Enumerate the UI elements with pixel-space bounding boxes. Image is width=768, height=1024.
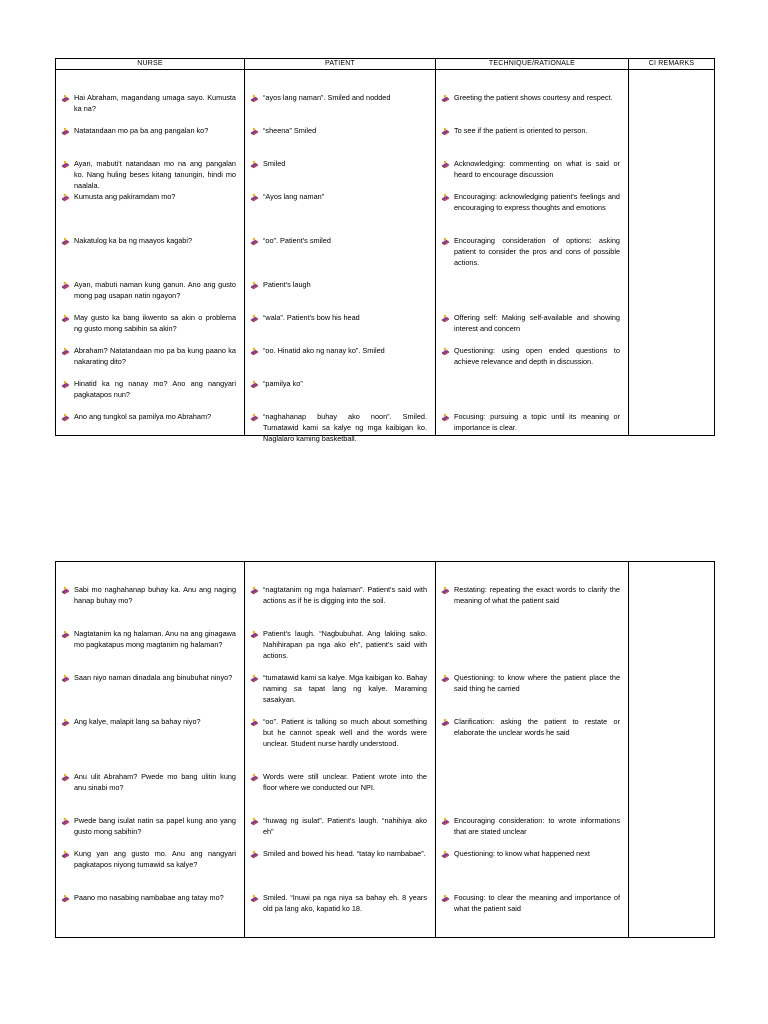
patient-entry: “wala”. Patient's bow his head	[263, 313, 427, 324]
book-bullet-icon	[250, 237, 259, 246]
book-bullet-icon	[61, 850, 70, 859]
book-bullet-icon	[250, 718, 259, 727]
book-bullet-icon	[441, 160, 450, 169]
technique-header: TECHNIQUE/RATIONALE	[436, 59, 629, 70]
book-bullet-icon	[250, 94, 259, 103]
nurse-entry: Ano ang tungkol sa pamilya mo Abraham?	[74, 412, 236, 423]
remarks-header: CI REMARKS	[629, 59, 715, 70]
remarks-column	[629, 70, 715, 436]
patient-entry: Words were still unclear. Patient wrote into the floor where we conducted our NPI.	[263, 772, 427, 794]
book-bullet-icon	[61, 413, 70, 422]
technique-entry: Questioning: to know what happened next	[454, 849, 620, 860]
book-bullet-icon	[61, 160, 70, 169]
nurse-entry: Nakatulog ka ba ng maayos kagabi?	[74, 236, 236, 247]
nurse-entry: Sabi mo naghahanap buhay ka. Anu ang naging hanap buhay mo?	[74, 585, 236, 607]
nurse-entry: Saan niyo naman dinadala ang binubuhat ninyo?	[74, 673, 236, 684]
patient-entry: “huwag ng isulat”. Patient's laugh. “nahihiya ako eh”	[263, 816, 427, 838]
nurse-entry: Pwede bang isulat natin sa papel kung ano yang gusto mong sabihin?	[74, 816, 236, 838]
book-bullet-icon	[61, 237, 70, 246]
book-bullet-icon	[250, 850, 259, 859]
book-bullet-icon	[61, 127, 70, 136]
patient-entry: “tumatawid kami sa kalye. Mga kaibigan ko. Bahay naming sa tapat lang ng kalye. Maraming sasakyan.	[263, 673, 427, 705]
technique-entry: Encouraging consideration of options: asking patient to consider the pros and cons of possible actions.	[454, 236, 620, 268]
book-bullet-icon	[441, 94, 450, 103]
process-recording-table-1	[55, 58, 715, 443]
patient-entry: Patient's laugh	[263, 280, 427, 291]
patient-entry: “Ayos lang naman”	[263, 192, 427, 203]
book-bullet-icon	[61, 773, 70, 782]
nurse-entry: May gusto ka bang ikwento sa akin o problema ng gusto mong sabihin sa akin?	[74, 313, 236, 335]
book-bullet-icon	[250, 193, 259, 202]
book-bullet-icon	[441, 237, 450, 246]
book-bullet-icon	[61, 718, 70, 727]
book-bullet-icon	[441, 586, 450, 595]
book-bullet-icon	[441, 413, 450, 422]
book-bullet-icon	[250, 773, 259, 782]
technique-entry: Offering self: Making self-available and showing interest and concern	[454, 313, 620, 335]
nurse-entry: Nagtatanim ka ng halaman. Anu na ang ginagawa mo pagkatapus mong magtanim ng halaman?	[74, 629, 236, 651]
book-bullet-icon	[250, 127, 259, 136]
book-bullet-icon	[441, 674, 450, 683]
technique-entry: Encouraging: acknowledging patient's feelings and encouraging to express thoughts and emotions	[454, 192, 620, 214]
book-bullet-icon	[441, 314, 450, 323]
patient-entry: “oo. Hinatid ako ng nanay ko”. Smiled	[263, 346, 427, 357]
book-bullet-icon	[61, 380, 70, 389]
book-bullet-icon	[441, 193, 450, 202]
book-bullet-icon	[441, 718, 450, 727]
patient-header: PATIENT	[245, 59, 436, 70]
nurse-entry: Hai Abraham, magandang umaga sayo. Kumusta ka na?	[74, 93, 236, 115]
nurse-header: NURSE	[56, 59, 245, 70]
process-recording-table-2	[55, 561, 715, 938]
technique-entry: Focusing: pursuing a topic until its meaning or importance is clear.	[454, 412, 620, 434]
nurse-entry: Paano mo nasabing nambabae ang tatay mo?	[74, 893, 236, 904]
nurse-entry: Natatandaan mo pa ba ang pangalan ko?	[74, 126, 236, 137]
book-bullet-icon	[61, 630, 70, 639]
remarks-column	[629, 562, 715, 938]
technique-entry: Questioning: to know where the patient place the said thing he carried	[454, 673, 620, 695]
book-bullet-icon	[250, 281, 259, 290]
book-bullet-icon	[441, 347, 450, 356]
book-bullet-icon	[250, 586, 259, 595]
patient-entry: Smiled	[263, 159, 427, 170]
book-bullet-icon	[61, 281, 70, 290]
patient-entry: “oo”. Patient is talking so much about something but he cannot speak well and the words were unclear. Student nurse hardly understood.	[263, 717, 427, 749]
technique-entry: Focusing: to clear the meaning and importance of what the patient said	[454, 893, 620, 915]
patient-entry: Smiled and bowed his head. “tatay ko nambabae”.	[263, 849, 427, 860]
book-bullet-icon	[61, 347, 70, 356]
book-bullet-icon	[61, 894, 70, 903]
nurse-entry: Ayan, mabuti naman kung ganun. Ano ang gusto mong pag usapan natin ngayon?	[74, 280, 236, 302]
book-bullet-icon	[61, 586, 70, 595]
book-bullet-icon	[61, 817, 70, 826]
book-bullet-icon	[441, 850, 450, 859]
book-bullet-icon	[250, 380, 259, 389]
technique-entry: Clarification: asking the patient to restate or elaborate the unclear words he said	[454, 717, 620, 739]
book-bullet-icon	[441, 894, 450, 903]
book-bullet-icon	[61, 94, 70, 103]
book-bullet-icon	[61, 674, 70, 683]
patient-entry: Smiled. “Inuwi pa nga niya sa bahay eh. 8 years old pa lang ako, kapatid ko 18.	[263, 893, 427, 915]
nurse-entry: Kumusta ang pakiramdam mo?	[74, 192, 236, 203]
book-bullet-icon	[250, 894, 259, 903]
book-bullet-icon	[250, 347, 259, 356]
technique-entry: Encouraging consideration: to wrote informations that are stated unclear	[454, 816, 620, 838]
nurse-entry: Kung yan ang gusto mo. Anu ang nangyari pagkatapos niyong tumawid sa kalye?	[74, 849, 236, 871]
book-bullet-icon	[441, 817, 450, 826]
nurse-entry: Ayan, mabuti't natandaan mo na ang pangalan ko. Nang huling beses kitang tanungin, hindi mo naalala.	[74, 159, 236, 191]
patient-entry: “naghahanap buhay ako noon”. Smiled. Tumatawid kami sa kalye ng mga kaibigan ko. Naglalaro kaming basketball.	[263, 412, 427, 444]
technique-entry: Questioning: using open ended questions to achieve relevance and depth in discussion.	[454, 346, 620, 368]
patient-entry: “oo”. Patient's smiled	[263, 236, 427, 247]
nurse-entry: Ang kalye, malapit lang sa bahay niyo?	[74, 717, 236, 728]
nurse-entry: Hinatid ka ng nanay mo? Ano ang nangyari pagkatapos nun?	[74, 379, 236, 401]
patient-entry: Patient's laugh. “Nagbubuhat. Ang lakiing sako. Nahihirapan pa nga ako eh”, patient's said with actions.	[263, 629, 427, 661]
book-bullet-icon	[250, 630, 259, 639]
patient-entry: “nagtatanim ng mga halaman”. Patient's said with actions as if he is digging into the soil.	[263, 585, 427, 607]
patient-entry: “ayos lang naman”. Smiled and nodded	[263, 93, 427, 104]
book-bullet-icon	[61, 314, 70, 323]
patient-entry: “sheena” Smiled	[263, 126, 427, 137]
technique-entry: Greeting the patient shows courtesy and respect.	[454, 93, 620, 104]
book-bullet-icon	[250, 314, 259, 323]
technique-entry: Acknowledging: commenting on what is said or heard to encourage discussion	[454, 159, 620, 181]
book-bullet-icon	[250, 674, 259, 683]
book-bullet-icon	[250, 817, 259, 826]
patient-entry: “pamilya ko”	[263, 379, 427, 390]
book-bullet-icon	[441, 127, 450, 136]
technique-entry: Restating: repeating the exact words to clarify the meaning of what the patient said	[454, 585, 620, 607]
nurse-entry: Anu ulit Abraham? Pwede mo bang ulitin kung anu sinabi mo?	[74, 772, 236, 794]
book-bullet-icon	[250, 413, 259, 422]
nurse-entry: Abraham? Natatandaan mo pa ba kung paano ka nakarating dito?	[74, 346, 236, 368]
book-bullet-icon	[61, 193, 70, 202]
technique-entry: To see if the patient is oriented to person.	[454, 126, 620, 137]
book-bullet-icon	[250, 160, 259, 169]
